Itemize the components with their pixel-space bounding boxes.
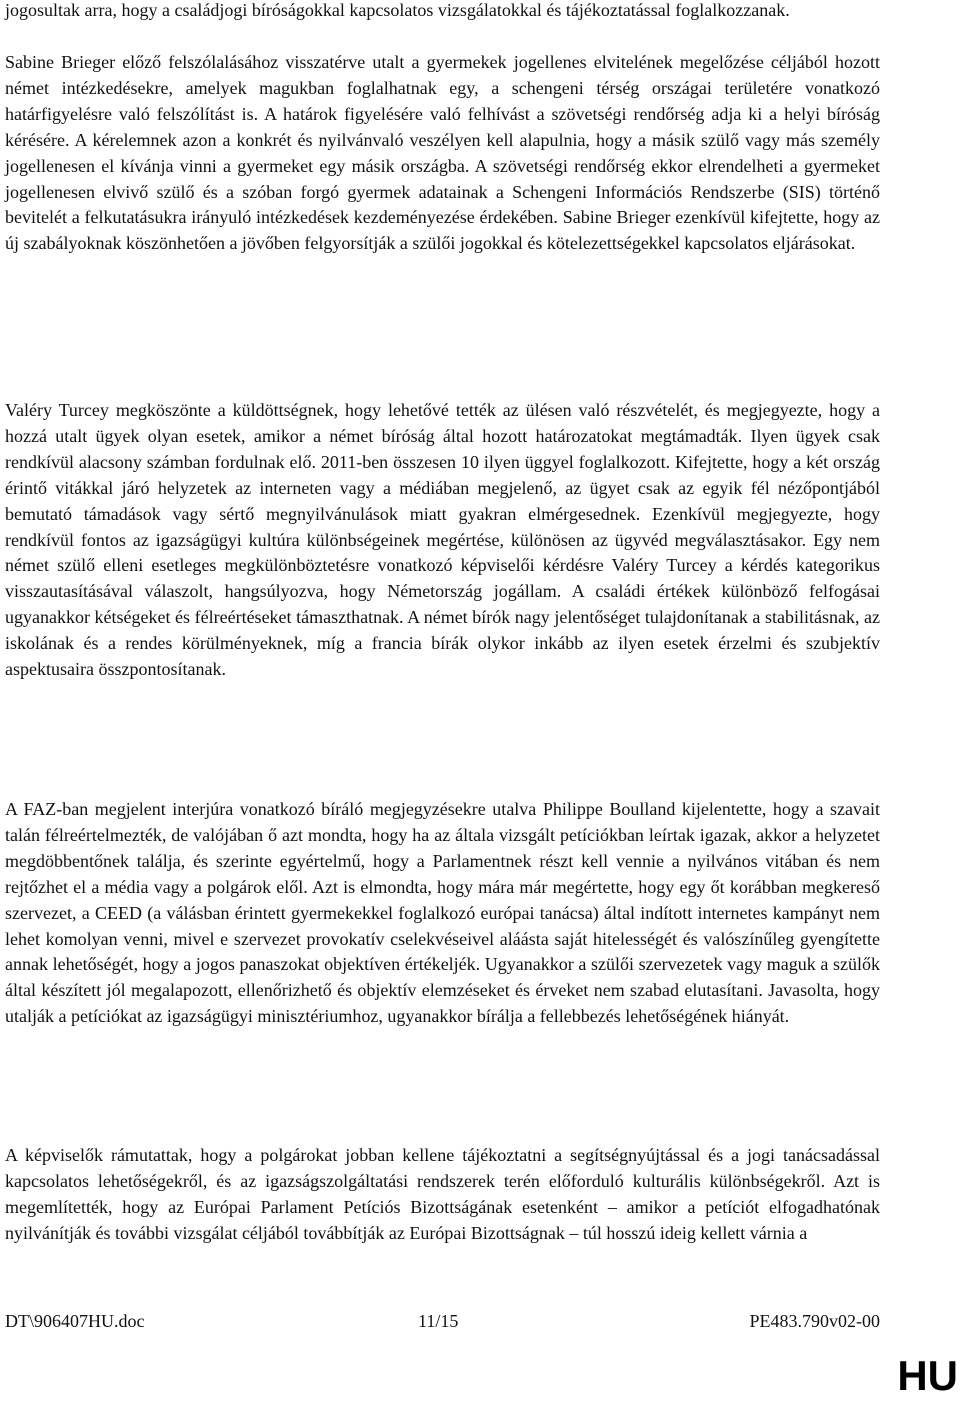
language-code: HU <box>897 1352 958 1399</box>
paragraph-2: Sabine Brieger előző felszólalásához visszatérve utalt a gyermekek jogellenes elvitelének megelőzése céljából hozott német intézkedésekre, amelyek magukban foglalhatnak egy, a schengeni térség országai területére vonatkozó határfigyelésre való felszólítást is. A határok figyelésére való felhívást a szövetségi rendőrség adja ki a helyi bíróság kérésére. A kérelemnek azon a konkrét és nyilvánvaló veszélyen kell alapulnia, hogy a másik szülő vagy más személy jogellenesen el kívánja vinni a gyermeket egy másik országba. A szövetségi rendőrség ekkor elrendelheti a gyermeket jogellenesen elvivő szülő és a szóban forgó gyermek adatainak a Schengeni Információs Rendszerbe (SIS) történő bevitelét a felkutatásukra irányuló intézkedések kezdeményezése érdekében. Sabine Brieger ezenkívül kifejtette, hogy az új szabályoknak köszönhetően a jövőben felgyorsítják a szülői jogokkal és kötelezettségekkel kapcsolatos eljárásokat. <box>5 52 880 254</box>
footer-page-number: 11/15 <box>418 1311 459 1331</box>
paragraph-5: A képviselők rámutattak, hogy a polgárokat jobban kellene tájékoztatni a segítségnyújtással és a jogi tanácsadással kapcsolatos lehetőségekről, és az igazságszolgáltatási rendszerek terén előforduló kulturális különbségekről. Azt is megemlítették, hogy az Európai Parlament Petíciós Bizottságának esetenként – amikor a petíciót elfogadhatónak nyilvánítják és további vizsgálat céljából továbbítják az Európai Bizottságnak – túl hosszú ideig kellett várnia a <box>5 1145 880 1243</box>
paragraph-3: Valéry Turcey megköszönte a küldöttségnek, hogy lehetővé tették az ülésen való részvételét, és megjegyezte, hogy a hozzá utalt ügyek olyan esetek, amikor a német bíróság által hozott határozatokat megtámadták. Ilyen ügyek csak rendkívül alacsony számban fordulnak elő. 2011-ben összesen 10 ilyen üggyel foglalkozott. Kifejtette, hogy a két ország érintő vitákkal járó helyzetek az interneten vagy a médiában megjelenő, az ügyet csak az egyik fél nézőpontjából bemutató támadások vagy sértő megnyilvánulások miatt gyakran elmérgesednek. Ezenkívül megjegyezte, hogy rendkívül fontos az igazságügyi kultúra különbségeinek megértése, különösen az ügyvéd megválasztásakor. Egy nem német szülő elleni esetleges megkülönböztetésre vonatkozó képviselői kérdésre Valéry Turcey a kérdés kategorikus visszautasításával válaszolt, hangsúlyozva, hogy Németország jogállam. A családi értékek különböző felfogásai ugyanakkor kétségeket és félreértéseket támaszthatnak. A német bírók nagy jelentőséget tulajdonítanak a stabilitásnak, az iskolának és a rendes körülményeknek, míg a francia bírák olykor inkább az ilyen esetek érzelmi és szubjektív aspektusaira összpontosítanak. <box>5 400 880 680</box>
paragraph-1: jogosultak arra, hogy a családjogi bíróságokkal kapcsolatos vizsgálatokkal és tájékoztatással foglalkozzanak. <box>5 0 790 20</box>
page-footer <box>5 1308 880 1334</box>
footer-version: PE483.790v02-00 <box>749 1311 880 1331</box>
paragraph-4: A FAZ-ban megjelent interjúra vonatkozó bíráló megjegyzésekre utalva Philippe Boulland kijelentette, hogy a szavait talán félreértelmezték, de valójában ő azt mondta, hogy ha az általa vizsgált petíciókban leírtak igazak, akkor a helyzetet megdöbbentőnek találja, és szerinte egyértelmű, hogy a Parlamentnek részt kell vennie a nyilvános vitában és nem rejtőzhet el a média vagy a polgárok elől. Azt is elmondta, hogy mára már megértette, hogy egy őt korábban megkereső szervezet, a CEED (a válásban érintett gyermekekkel foglalkozó európai tanácsa) által indított internetes kampányt nem lehet komolyan venni, mivel e szervezet provokatív cselekvéseivel aláásta saját hitelességét és valószínűleg gyengítette annak lehetőségét, hogy a jogos panaszokat objektíven értékeljék. Ugyanakkor a szülői szervezetek vagy maguk a szülők által készített jól megalapozott, ellenőrizhető és objektív elemzéseket és érveket nem szabad elutasítani. Javasolta, hogy utalják a petíciókat az igazságügyi minisztériumhoz, ugyanakkor bírálja a fellebbezés lehetőségének hiányát. <box>5 799 880 1027</box>
footer-doc-ref: DT\906407HU.doc <box>5 1311 145 1331</box>
